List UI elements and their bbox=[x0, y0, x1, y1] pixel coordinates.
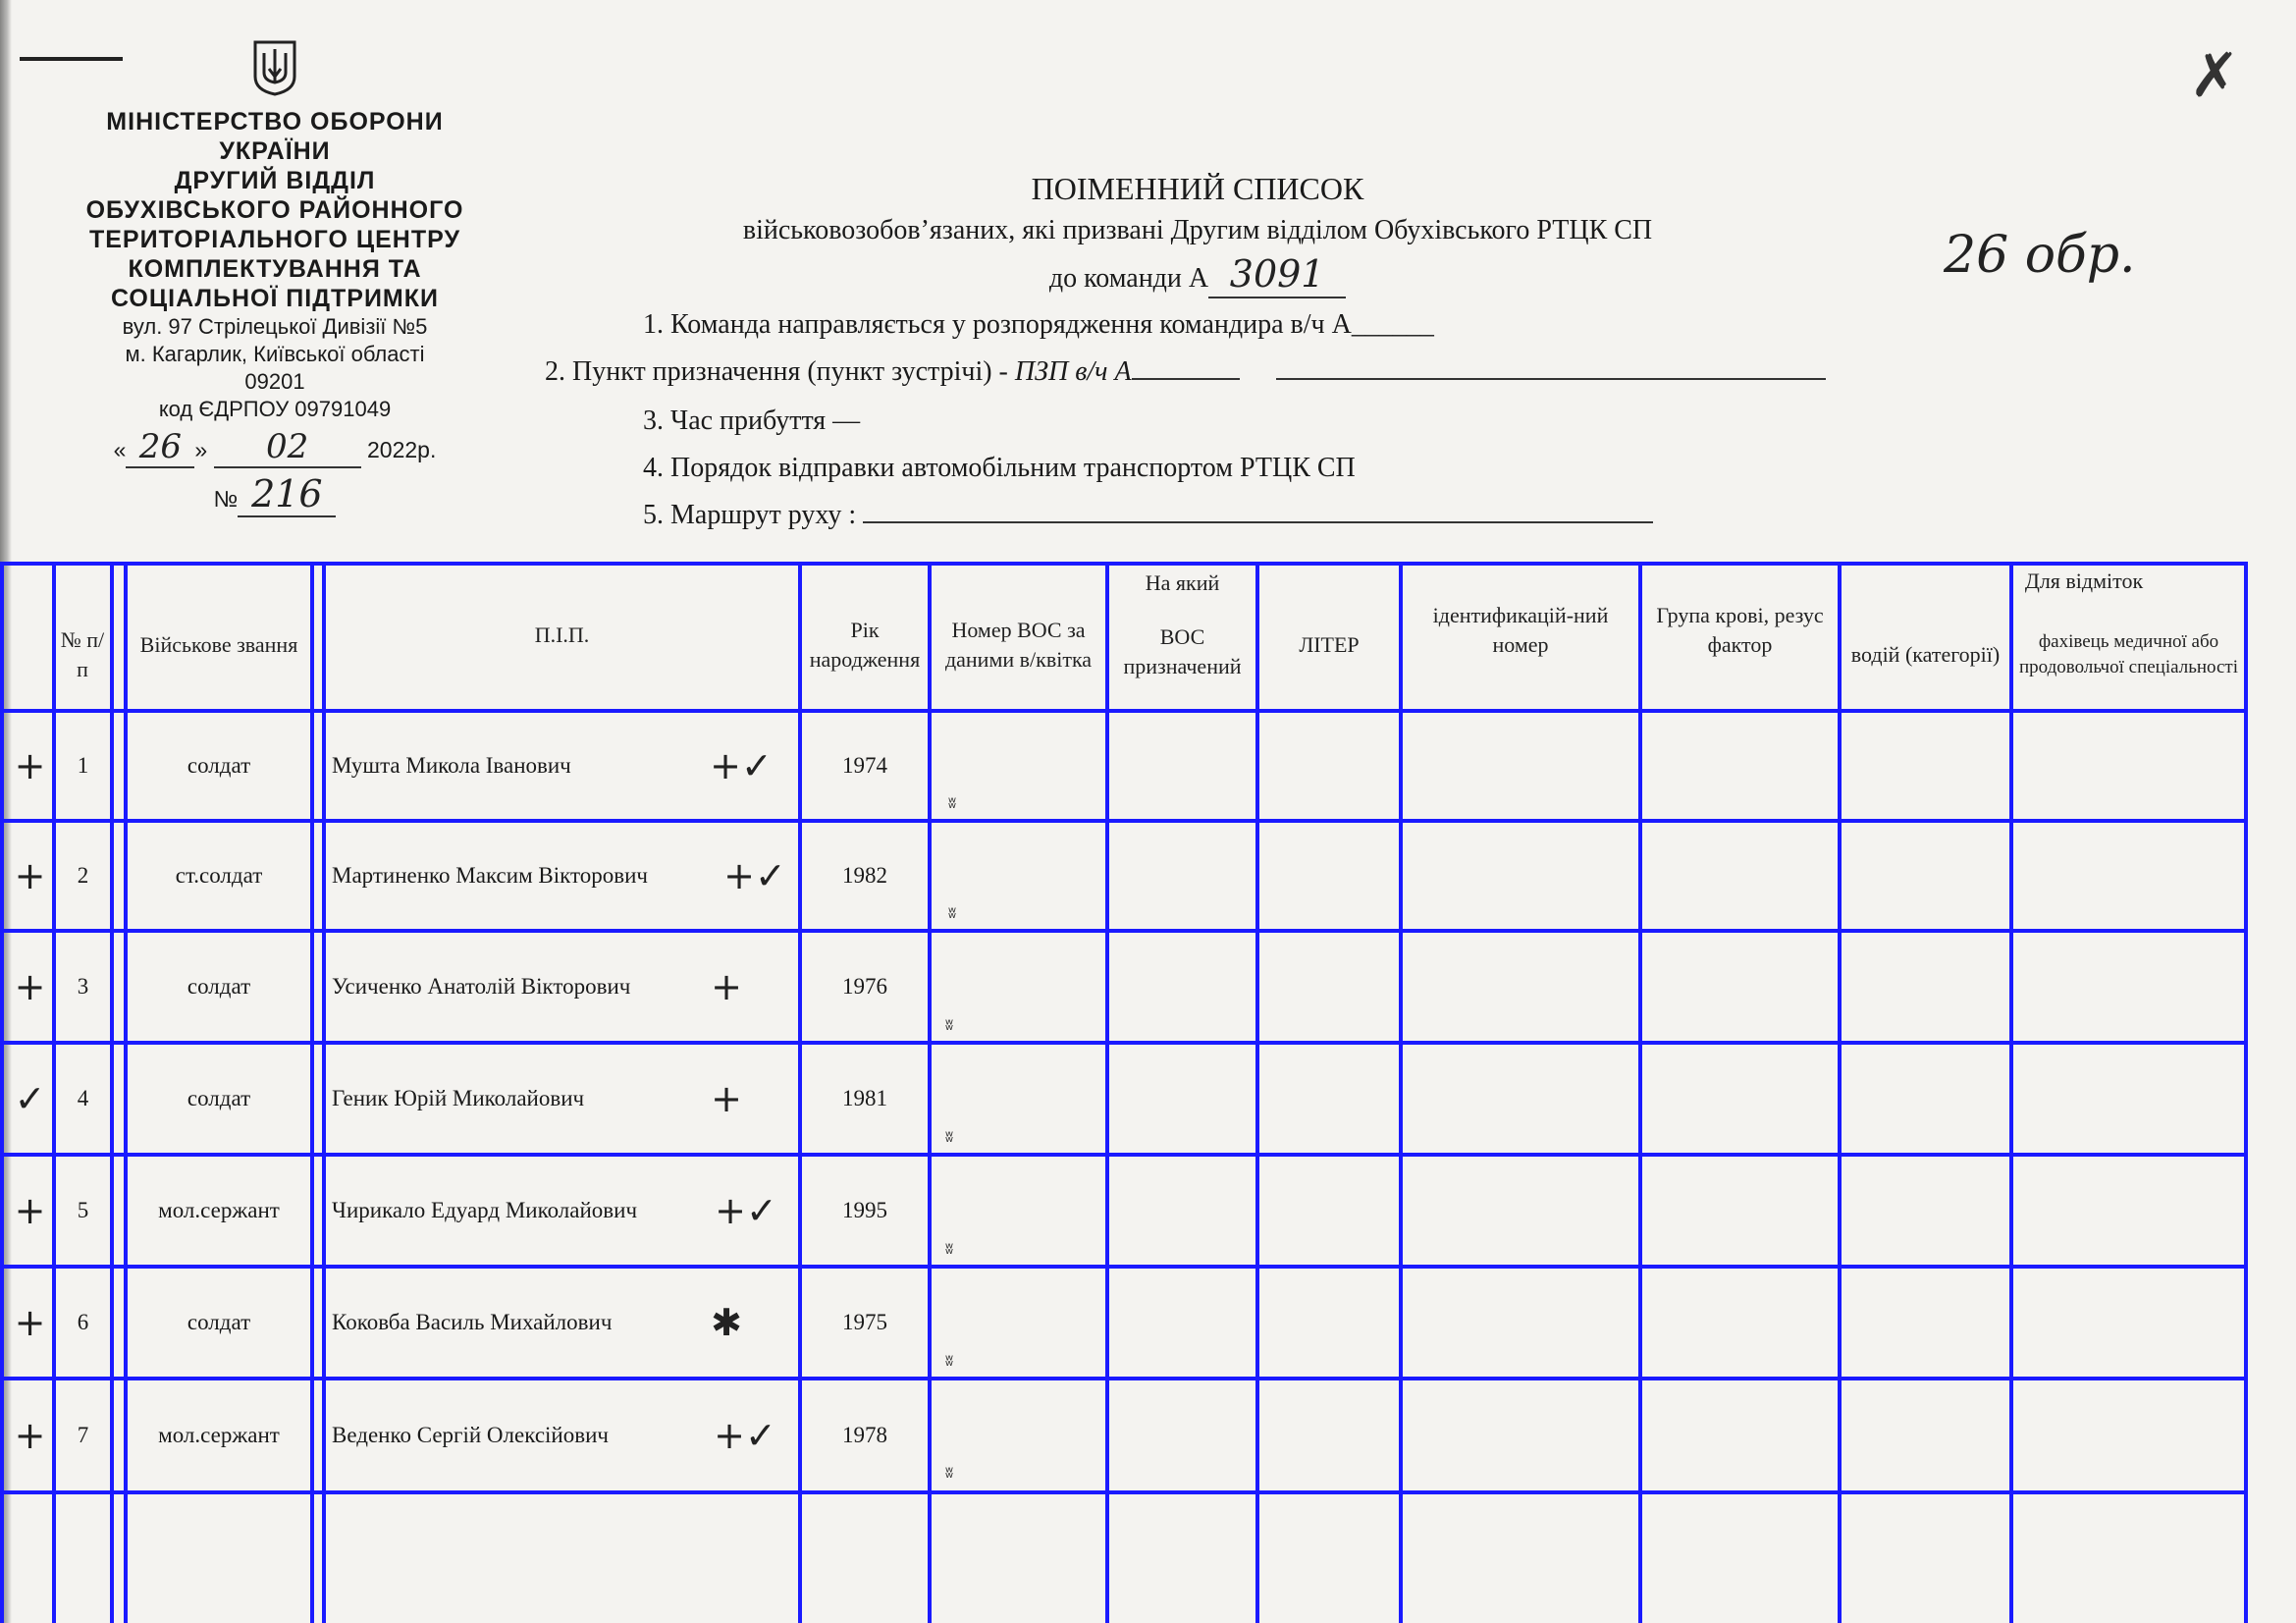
title-block bbox=[550, 167, 1845, 301]
page-subtitle: військовозобов’язаних, які призвані Другим відділом Обухівського РТЦК СП bbox=[742, 215, 1653, 245]
edrpou-code: код ЄДРПОУ 09791049 bbox=[158, 397, 392, 421]
handwritten-tick-icon: + bbox=[14, 744, 46, 787]
item-2-text: 2. Пункт призначення (пункт зустрічі) - bbox=[545, 356, 1008, 387]
handwritten-check-icon: +✓ bbox=[710, 744, 773, 787]
header-num: № п/п bbox=[60, 627, 105, 681]
handwritten-tick-icon: + bbox=[14, 965, 46, 1008]
row-num: 6 bbox=[77, 1310, 89, 1334]
item-3: 3. Час прибуття — bbox=[643, 406, 861, 436]
document-number bbox=[59, 472, 491, 517]
item-2-italic: ПЗП в/ч А bbox=[1014, 356, 1132, 387]
item-5-text: 5. Маршрут руху : bbox=[643, 500, 857, 530]
trident-emblem-icon bbox=[252, 39, 297, 96]
handwritten-mark-icon: ʬ bbox=[944, 1238, 954, 1258]
header-rank: Військове звання bbox=[139, 632, 298, 657]
org-line-7: СОЦІАЛЬНОЇ ПІДТРИМКИ bbox=[111, 285, 439, 312]
document-date: « 26 » 02 2022р. bbox=[113, 427, 437, 466]
item-2 bbox=[545, 356, 1826, 388]
row-rank: солдат bbox=[187, 1086, 251, 1110]
handwritten-check-icon: +✓ bbox=[723, 854, 786, 897]
row-year: 1981 bbox=[842, 1086, 887, 1110]
org-line-2: УКРАЇНИ bbox=[219, 137, 331, 165]
handwritten-mark-icon: ʬ bbox=[944, 1014, 954, 1034]
row-name: Веденко Сергій Олексійович bbox=[332, 1423, 609, 1447]
org-line-3: ДРУГИЙ ВІДДІЛ bbox=[174, 167, 376, 194]
handwritten-tick-icon: ✓ bbox=[14, 1077, 46, 1120]
handwritten-corner-mark: ✗ bbox=[2189, 39, 2240, 111]
row-name: Мушта Микола Іванович bbox=[332, 753, 571, 778]
page-title: ПОІМЕННИЙ СПИСОК bbox=[1031, 171, 1364, 206]
handwritten-mark-icon: ʬ bbox=[944, 1126, 954, 1146]
header-liter: ЛІТЕР bbox=[1299, 632, 1360, 657]
handwritten-mark-icon: ʬ bbox=[947, 792, 957, 812]
header-vos: Номер ВОС за даними в/квітка bbox=[944, 618, 1093, 672]
row-rank: мол.сержант bbox=[158, 1423, 280, 1447]
brigade-note: 26 обр. bbox=[1944, 226, 2136, 285]
row-num: 5 bbox=[77, 1198, 89, 1222]
org-line-1: МІНІСТЕРСТВО ОБОРОНИ bbox=[106, 108, 444, 135]
org-line-6: КОМПЛЕКТУВАННЯ ТА bbox=[128, 255, 422, 283]
number-value: 216 bbox=[238, 472, 336, 517]
handwritten-plus-icon: + bbox=[711, 965, 742, 1008]
row-rank: солдат bbox=[187, 753, 251, 778]
handwritten-star-icon: ✱ bbox=[711, 1301, 742, 1344]
row-year: 1975 bbox=[842, 1310, 887, 1334]
row-rank: солдат bbox=[187, 974, 251, 999]
row-name: Геник Юрій Миколайович bbox=[332, 1086, 585, 1110]
row-rank: ст.солдат bbox=[175, 863, 263, 888]
header-vos-assigned: ВОС призначений bbox=[1123, 624, 1242, 678]
address-postcode: 09201 bbox=[244, 369, 305, 394]
row-year: 1976 bbox=[842, 974, 887, 999]
org-line-4: ОБУХІВСЬКОГО РАЙОННОГО bbox=[85, 196, 464, 224]
handwritten-mark-icon: ʬ bbox=[944, 1462, 954, 1482]
header-blood: Група крові, резус фактор bbox=[1656, 603, 1824, 657]
row-name: Коковба Василь Михайлович bbox=[332, 1310, 613, 1334]
handwritten-check-icon: +✓ bbox=[715, 1189, 777, 1232]
row-year: 1974 bbox=[842, 753, 887, 778]
header-id: ідентификацій-ний номер bbox=[1432, 603, 1609, 657]
number-label: № bbox=[213, 486, 239, 512]
date-day: 26 bbox=[126, 427, 194, 468]
handwritten-mark-icon: ʬ bbox=[947, 902, 957, 922]
header-vos-assigned-top: На який bbox=[1145, 570, 1220, 595]
row-num: 4 bbox=[77, 1086, 89, 1110]
handwritten-tick-icon: + bbox=[14, 1414, 46, 1457]
date-month: 02 bbox=[214, 427, 361, 468]
handwritten-tick-icon: + bbox=[14, 1189, 46, 1232]
header-year: Рік народження bbox=[809, 618, 921, 672]
row-year: 1995 bbox=[842, 1198, 887, 1222]
handwritten-mark-icon: ʬ bbox=[944, 1350, 954, 1370]
team-number: 3091 bbox=[1208, 251, 1346, 298]
header-name: П.І.П. bbox=[534, 622, 590, 647]
header-driver: водій (категорії) bbox=[1850, 642, 2001, 667]
team-line bbox=[550, 251, 1845, 301]
item-1: 1. Команда направляється у розпорядження командира в/ч А______ bbox=[643, 309, 1434, 340]
row-year: 1982 bbox=[842, 863, 887, 888]
row-name: Чирикало Едуард Миколайович bbox=[332, 1198, 638, 1222]
item-4: 4. Порядок відправки автомобільним транспортом РТЦК СП bbox=[643, 453, 1356, 483]
header-group-marks: Для відміток bbox=[2024, 568, 2144, 593]
row-year: 1978 bbox=[842, 1423, 887, 1447]
address-street: вул. 97 Стрілецької Дивізії №5 bbox=[122, 314, 428, 339]
team-prefix: до команди А bbox=[1048, 263, 1209, 294]
row-num: 3 bbox=[77, 974, 89, 999]
row-name: Усиченко Анатолій Вікторович bbox=[332, 974, 631, 999]
row-name: Мартиненко Максим Вікторович bbox=[332, 863, 648, 888]
row-rank: солдат bbox=[187, 1310, 251, 1334]
handwritten-tick-icon: + bbox=[14, 1301, 46, 1344]
org-line-5: ТЕРИТОРІАЛЬНОГО ЦЕНТРУ bbox=[88, 226, 461, 253]
address-city: м. Кагарлик, Київської області bbox=[125, 342, 425, 366]
row-num: 1 bbox=[77, 753, 89, 778]
row-rank: мол.сержант bbox=[158, 1198, 280, 1222]
personnel-table bbox=[0, 562, 2248, 1623]
handwritten-tick-icon: + bbox=[14, 854, 46, 897]
row-num: 7 bbox=[77, 1423, 89, 1447]
date-year: 2022р. bbox=[367, 437, 437, 462]
row-num: 2 bbox=[77, 863, 89, 888]
header-medic: фахівець медичної або продовольчої спеціальності bbox=[2018, 631, 2239, 677]
handwritten-plus-icon: + bbox=[711, 1077, 742, 1120]
item-5 bbox=[643, 500, 1653, 531]
organization-header bbox=[59, 39, 491, 517]
handwritten-check-icon: +✓ bbox=[714, 1414, 776, 1457]
